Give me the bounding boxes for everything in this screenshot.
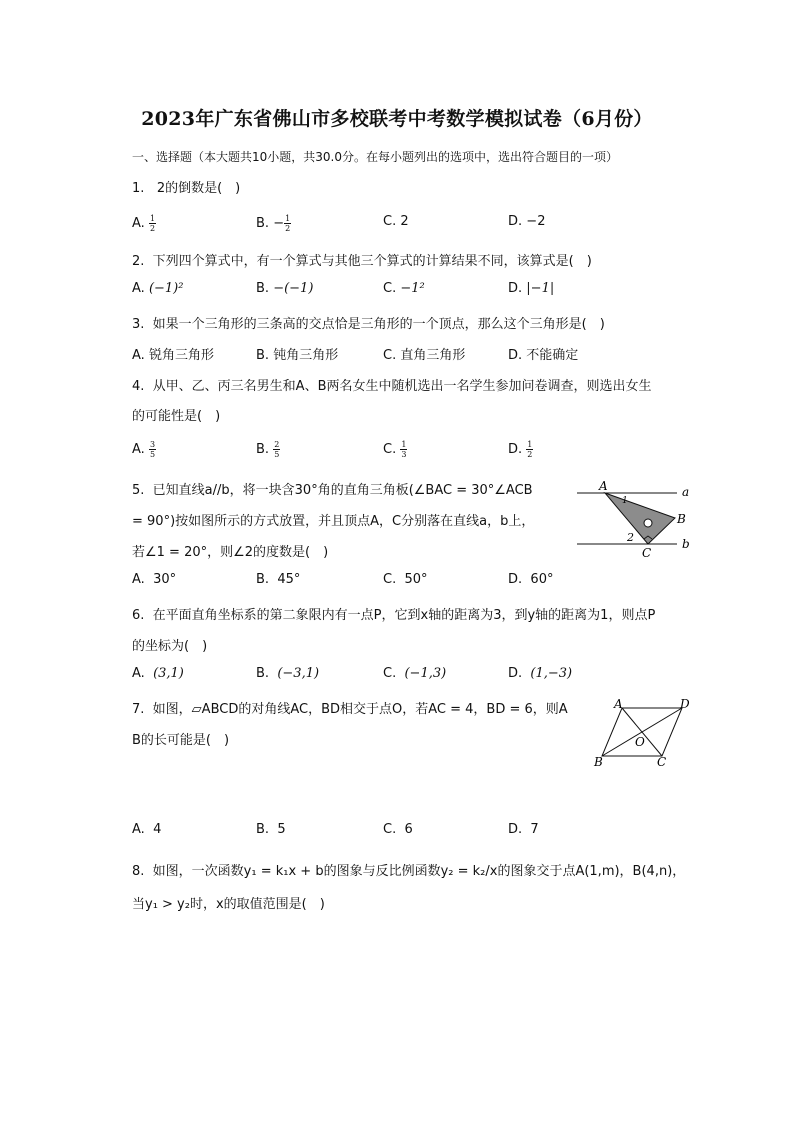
option-c[interactable]: C. 50°: [383, 572, 428, 587]
question-5-line-2: = 90°)按如图所示的方式放置，并且顶点A，C分别落在直线a，b上，: [132, 514, 535, 529]
question-3: [132, 313, 605, 332]
question-number: 6.: [132, 608, 145, 623]
question-number: 7.: [132, 702, 145, 717]
option-a[interactable]: A. 30°: [132, 572, 177, 587]
option-b[interactable]: B. 45°: [256, 572, 301, 587]
question-5-line-3: 若∠1 = 20°，则∠2的度数是( ): [132, 545, 329, 560]
question-6-line-2: 的坐标为( ): [132, 639, 208, 654]
option-a[interactable]: [132, 214, 156, 233]
label-line-a: a: [682, 485, 690, 499]
option-d[interactable]: D. (1,−3): [508, 666, 573, 681]
question-8-line-2: 当y₁ > y₂时，x的取值范围是( ): [132, 897, 325, 912]
option-b[interactable]: B. 钝角三角形: [256, 348, 339, 363]
question-4-line-2: 的可能性是( ): [132, 409, 221, 424]
option-a[interactable]: A. (3,1): [132, 666, 184, 681]
question-stem: 下列四个算式中，有一个算式与其他三个算式的计算结果不同，该算式是( ): [152, 254, 592, 269]
option-a[interactable]: A. (−1)²: [132, 281, 184, 296]
option-key: A.: [132, 216, 145, 231]
label-line-b: b: [682, 537, 690, 551]
option-a[interactable]: A. $\frac{3}{5}$: [132, 440, 156, 459]
option-a[interactable]: A. 锐角三角形: [132, 348, 214, 363]
fraction: $\frac{1}{2}$: [285, 214, 291, 233]
option-b[interactable]: B. $\frac{2}{5}$: [256, 440, 280, 459]
label-a: A: [599, 479, 608, 493]
label-o: O: [635, 735, 645, 749]
figure-parallelogram: [590, 696, 700, 770]
option-c[interactable]: C. (−1,3): [383, 666, 447, 681]
question-number: 1.: [132, 181, 145, 196]
question-stem: 在平面直角坐标系的第二象限内有一点P，它到x轴的距离为3，到y轴的距离为1，则点P: [152, 608, 656, 623]
option-key: B.: [256, 216, 270, 231]
option-c[interactable]: [383, 214, 409, 229]
question-4: [132, 375, 651, 394]
figure-triangle-parallel-lines: [575, 478, 700, 564]
option-d[interactable]: [508, 214, 545, 229]
page-title: 2023年广东省佛山市多校联考中考数学模拟试卷（6月份）: [141, 108, 653, 130]
question-6: [132, 604, 655, 623]
question-number: 3.: [132, 317, 145, 332]
question-7: [132, 698, 568, 717]
question-number: 8.: [132, 864, 145, 879]
option-d[interactable]: D. 7: [508, 822, 539, 837]
fraction: $\frac{1}{2}$: [149, 214, 156, 233]
question-stem: 如图，▱ABCD的对角线AC，BD相交于点O，若AC = 4，BD = 6，则A: [152, 702, 568, 717]
section-heading: 一、选择题（本大题共10小题，共30.0分。在每小题列出的选项中，选出符合题目的一项）: [132, 150, 618, 164]
question-number: 5.: [132, 483, 145, 498]
option-c[interactable]: C. −1²: [383, 281, 425, 296]
label-b: B: [677, 512, 686, 526]
label-d: D: [680, 697, 690, 711]
label-a: A: [614, 697, 623, 711]
question-stem: 2的倒数是( ): [156, 181, 241, 196]
label-angle-1: 1: [622, 496, 628, 506]
option-value: −2: [526, 214, 546, 229]
question-1: [132, 177, 240, 196]
question-stem: 已知直线a//b，将一块含30°角的直角三角板(∠BAC = 30°∠ACB: [152, 483, 533, 498]
label-b: B: [594, 755, 603, 769]
question-number: 2.: [132, 254, 145, 269]
triangle-abc: [605, 493, 675, 544]
question-2: [132, 250, 592, 269]
option-d[interactable]: D. 60°: [508, 572, 554, 587]
option-c[interactable]: C. 直角三角形: [383, 348, 466, 363]
question-7-line-2: B的长可能是( ): [132, 733, 230, 748]
question-stem: 从甲、乙、丙三名男生和A、B两名女生中随机选出一名学生参加问卷调查，则选出女生: [152, 379, 652, 394]
option-key: C.: [383, 214, 397, 229]
option-c[interactable]: C. $\frac{1}{3}$: [383, 440, 407, 459]
label-angle-2: 2: [627, 531, 634, 544]
option-a[interactable]: A. 4: [132, 822, 162, 837]
option-b[interactable]: B. −(−1): [256, 281, 314, 296]
question-stem: 如图，一次函数y₁ = k₁x + b的图象与反比例函数y₂ = k₂/x的图象交于点A(1,m)，B(4,n)，: [152, 864, 686, 879]
option-value: 2: [400, 214, 409, 229]
label-c: C: [657, 755, 667, 769]
option-d[interactable]: D. 不能确定: [508, 348, 579, 363]
option-key: D.: [508, 214, 523, 229]
option-b[interactable]: B. (−3,1): [256, 666, 320, 681]
option-b[interactable]: B. 5: [256, 822, 286, 837]
option-b[interactable]: [256, 214, 291, 233]
option-c[interactable]: C. 6: [383, 822, 413, 837]
option-d[interactable]: D. |−1|: [508, 281, 555, 296]
label-c: C: [642, 546, 652, 560]
question-8: [132, 860, 685, 879]
option-d[interactable]: D. $\frac{1}{2}$: [508, 440, 533, 459]
question-5: [132, 479, 533, 498]
minus-sign: −: [273, 216, 285, 231]
question-number: 4.: [132, 379, 145, 394]
hole: [644, 519, 652, 527]
question-stem: 如果一个三角形的三条高的交点恰是三角形的一个顶点，那么这个三角形是( ): [152, 317, 605, 332]
